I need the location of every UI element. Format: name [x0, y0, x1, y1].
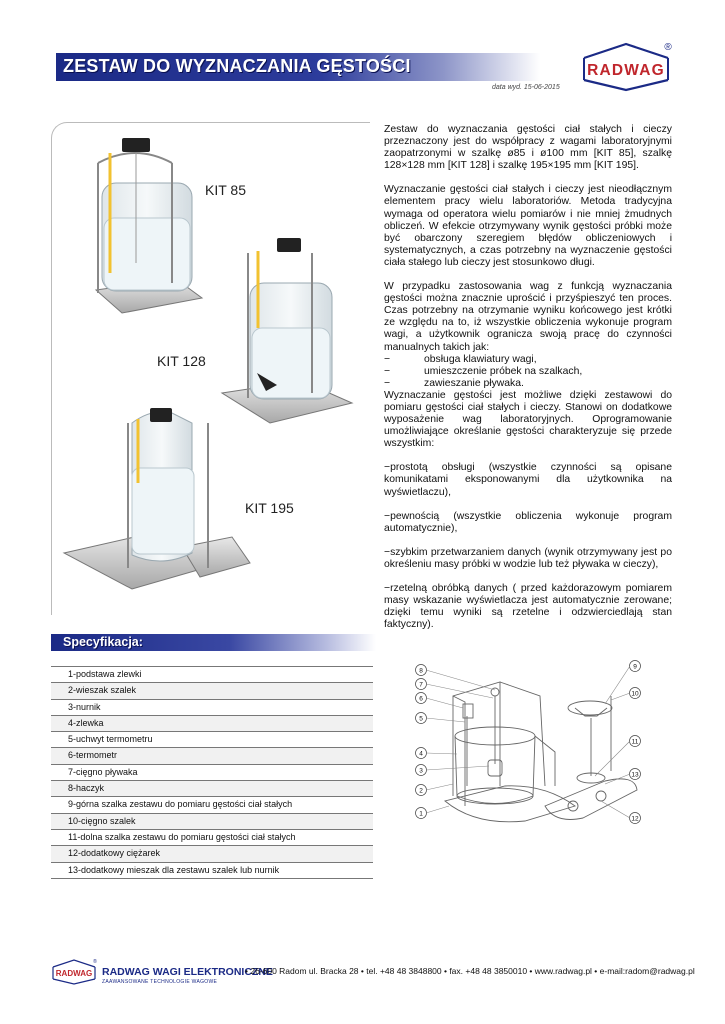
spec-row: 4-zlewka — [51, 715, 373, 731]
paragraph-software: Wyznaczanie gęstości jest możliwe dzięki zestawowi do pomiaru gęstości ciał stałych i cieczy. Stanowi on dodatkowe wyposażenie wag laboratoryjnych. Oprogramowanie umożliwiające określanie gęstości charakteryzuje się przede wszystkim: — [384, 389, 672, 450]
spec-row: 1-podstawa zlewki — [51, 666, 373, 682]
paragraph-method: Wyznaczanie gęstości ciał stałych i cieczy jest nieodłącznym elementem pracy wielu laboratoriów. Metoda tradycyjna wymaga od operatora wielu pomiarów i nie mniej żmudnych obliczeń. W efekcie otrzymywany wynik gęstości próbki może być obarczony szeregiem błędów obliczeniowych i systematycznych, a czas potrzebny na wyznaczenie gęstości ciała stałego lub cieczy jest stosunkowo długi. — [384, 184, 672, 268]
kit-85-image — [96, 138, 202, 313]
callout-8 — [416, 665, 427, 676]
list-item: − umieszczenie próbek na szalkach, — [384, 365, 583, 377]
radwag-logo — [576, 40, 676, 92]
callout-13 — [630, 769, 641, 780]
callout-2 — [416, 785, 427, 796]
parts-diagram — [405, 656, 675, 836]
product-photos — [51, 122, 370, 615]
svg-text:8: 8 — [419, 667, 423, 675]
svg-text:13: 13 — [631, 771, 639, 779]
callout-10 — [630, 688, 641, 699]
spec-row: 11-dolna szalka zestawu do pomiaru gęstości ciał stałych — [51, 829, 373, 845]
spec-row: 8-haczyk — [51, 780, 373, 796]
svg-text:4: 4 — [419, 750, 423, 758]
callout-11 — [630, 736, 641, 747]
svg-text:6: 6 — [419, 695, 423, 703]
spec-row: 12-dodatkowy ciężarek — [51, 845, 373, 861]
footer-contact: • 26-600 Radom ul. Bracka 28 • tel. +48 48 3848800 • fax. +48 48 3850010 • www.radwag.pl • e-mail:radom@radwag.pl — [245, 966, 695, 976]
svg-text:RADWAG: RADWAG — [55, 969, 93, 978]
callout-9 — [630, 661, 641, 672]
svg-text:1: 1 — [419, 810, 423, 818]
feature-item: −pewnością (wszystkie obliczenia wykonuje program automatycznie), — [384, 510, 672, 534]
footer-company: RADWAG WAGI ELEKTRONICZNE — [102, 966, 273, 978]
callout-12 — [630, 813, 641, 824]
svg-text:3: 3 — [419, 767, 423, 775]
spec-row: 13-dodatkowy mieszak dla zestawu szalek lub nurnik — [51, 862, 373, 879]
callout-1 — [416, 808, 427, 819]
svg-text:7: 7 — [419, 681, 423, 689]
list-item: − obsługa klawiatury wagi, — [384, 353, 537, 365]
kit-195-image — [64, 408, 250, 589]
footer-tagline: ZAAWANSOWANE TECHNOLOGIE WAGOWE — [102, 979, 218, 985]
svg-text:9: 9 — [633, 663, 637, 671]
spec-row: 3-nurnik — [51, 699, 373, 715]
callout-3 — [416, 765, 427, 776]
spec-row: 2-wieszak szalek — [51, 682, 373, 698]
svg-text:12: 12 — [631, 815, 639, 823]
spec-row: 6-termometr — [51, 747, 373, 763]
footer — [50, 958, 695, 988]
paragraph-process: W przypadku zastosowania wag z funkcją wyznaczania gęstości można znacznie uprościć i przyśpieszyć ten proces. Czas potrzebny na otrzymanie wyniku końcowego jest krótki ze względu na to, iż wszystkie obliczenia wykonuje program wagi, a użytkownik ogranicza swoją pracę do czynności manualnych takich jak: — [384, 281, 672, 353]
svg-text:10: 10 — [631, 690, 639, 698]
svg-text:11: 11 — [631, 738, 639, 746]
title-banner — [56, 53, 540, 81]
spec-title: Specyfikacja: — [63, 635, 143, 649]
feature-item: −prostotą obsługi (wszystkie czynności są opisane komunikatami eksponowanymi dla użytkownika na wyświetlaczu), — [384, 462, 672, 498]
kit-85-label: KIT 85 — [205, 182, 246, 198]
svg-text:®: ® — [93, 959, 97, 965]
issue-date: data wyd. 15-06-2015 — [492, 84, 560, 91]
callout-7 — [416, 679, 427, 690]
kit-195-label: KIT 195 — [245, 500, 294, 516]
callout-4 — [416, 748, 427, 759]
spec-row: 5-uchwyt termometru — [51, 731, 373, 747]
logo-text: RADWAG — [587, 62, 665, 79]
feature-item: −rzetelną obróbką danych ( przed każdorazowym pomiarem masy wskazanie wyświetlacza jest automatycznie zerowane; dzięki temu wyniki są rzetelne i odzwierciedlają stan faktyczny). — [384, 583, 672, 631]
registered-mark: ® — [664, 42, 672, 53]
paragraph-intro: Zestaw do wyznaczania gęstości ciał stałych i cieczy przeznaczony jest do współpracy z wagami laboratoryjnymi zaopatrzonymi w szalkę ø85 i ø100 mm [KIT 85], szalkę 128×128 mm [KIT 128] i szalkę 195×195 mm [KIT 195]. — [384, 124, 672, 172]
page-title: ZESTAW DO WYZNACZANIA GĘSTOŚCI — [63, 56, 411, 76]
svg-text:2: 2 — [419, 787, 423, 795]
footer-radwag-logo — [50, 958, 98, 986]
kit-128-label: KIT 128 — [157, 353, 206, 369]
feature-item: −szybkim przetwarzaniem danych (wynik otrzymywany jest po określeniu masy próbki w wodzie lub też pływaka w cieczy), — [384, 546, 672, 570]
callout-5 — [416, 713, 427, 724]
spec-row: 7-cięgno pływaka — [51, 764, 373, 780]
callout-6 — [416, 693, 427, 704]
kit-128-image — [222, 238, 352, 423]
spec-row: 9-górna szalka zestawu do pomiaru gęstości ciał stałych — [51, 796, 373, 812]
spec-list — [51, 666, 373, 879]
svg-text:5: 5 — [419, 715, 423, 723]
list-item: − zawieszanie pływaka. — [384, 377, 524, 389]
spec-row: 10-cięgno szalek — [51, 813, 373, 829]
description — [384, 124, 672, 643]
spec-banner — [51, 634, 376, 651]
